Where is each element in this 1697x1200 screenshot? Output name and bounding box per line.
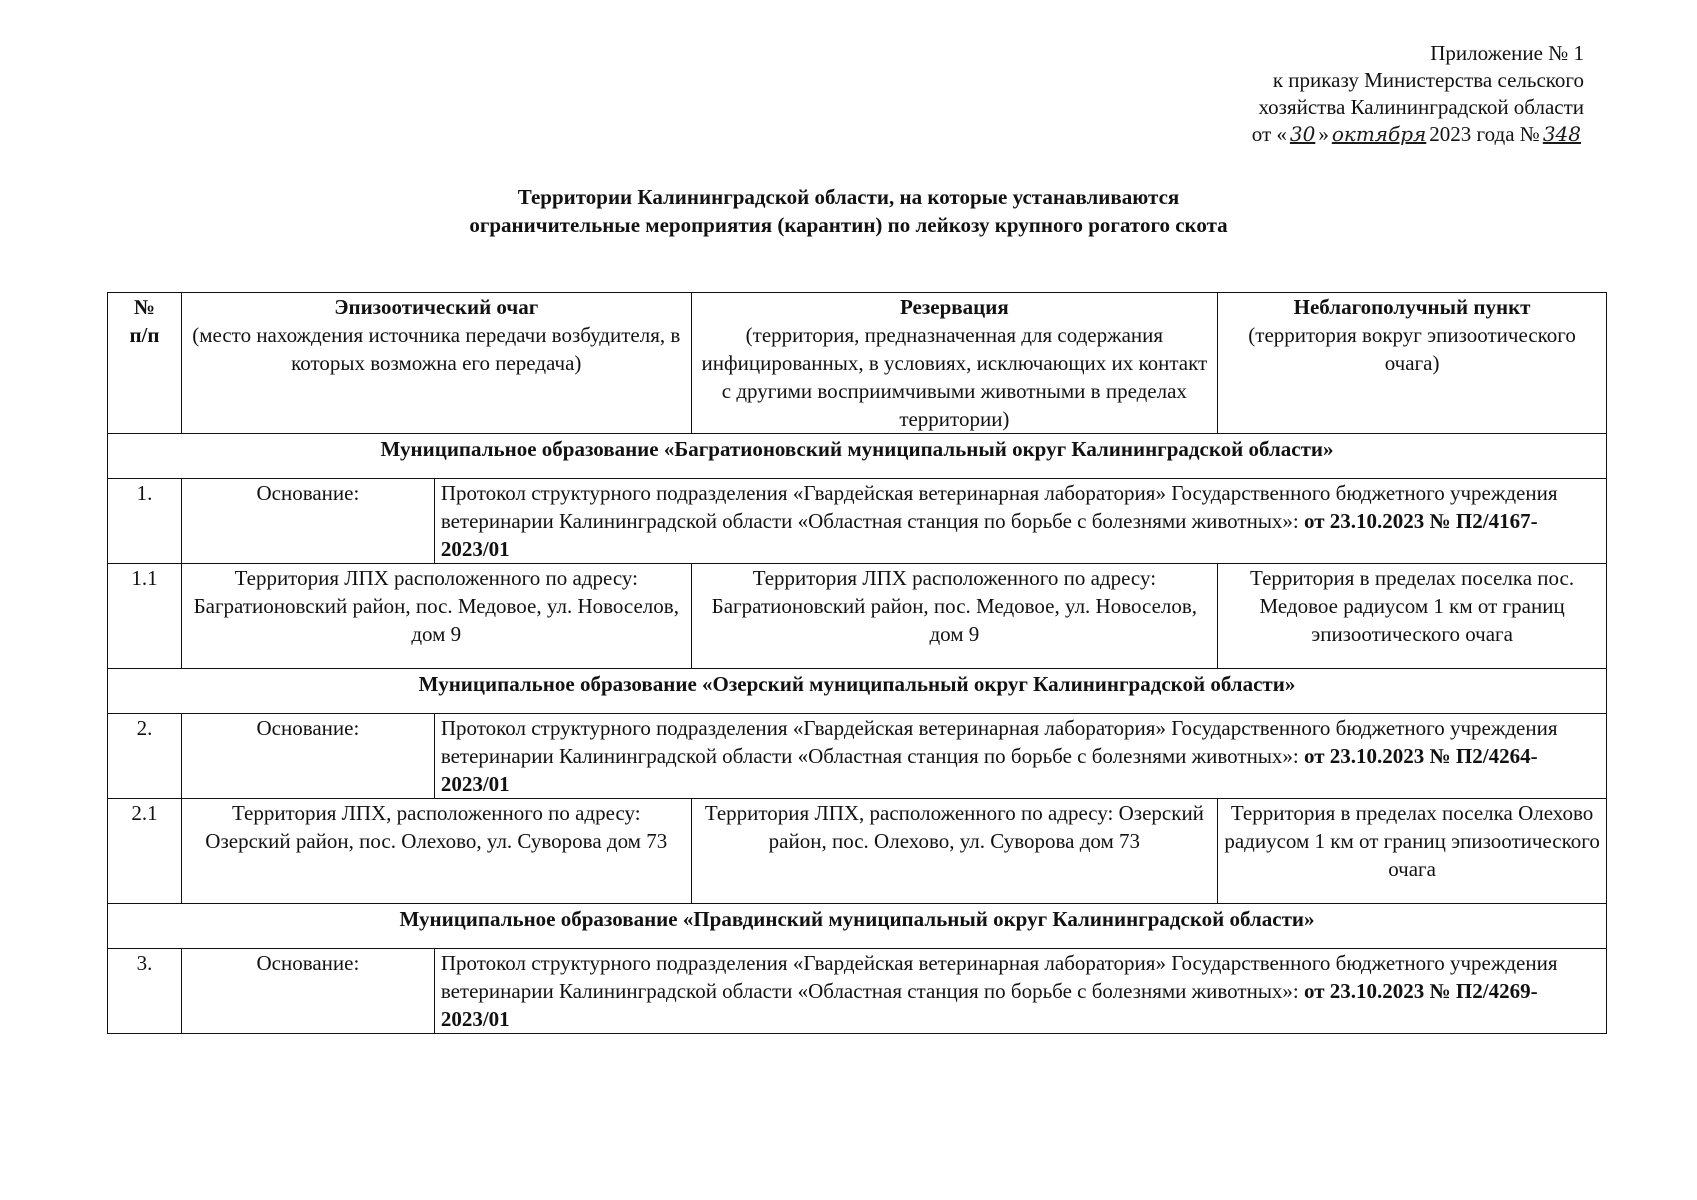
header-reservation-title: Резервация bbox=[900, 295, 1009, 319]
table-header-row bbox=[108, 293, 1607, 434]
protocol-text: Протокол структурного подразделения «Гвардейская ветеринарная лаборатория» Государственного бюджетного учреждения ветеринарии Калининградской области «Областная станция по борьбе с болезнями животных»: bbox=[440, 951, 1558, 1003]
header-focus bbox=[181, 293, 691, 434]
header-focus-desc: (место нахождения источника передачи возбудителя, в которых возможна его передача) bbox=[192, 323, 681, 375]
title-line-1: Территории Калининградской области, на которые устанавливаются bbox=[517, 185, 1180, 209]
protocol-row bbox=[108, 714, 1607, 799]
handwritten-month: октября bbox=[1331, 122, 1427, 146]
header-reservation bbox=[691, 293, 1218, 434]
annex-date-line bbox=[1252, 121, 1584, 148]
header-number-line-1: № bbox=[133, 295, 156, 319]
basis-label: Основание: bbox=[181, 479, 434, 564]
protocol-text: Протокол структурного подразделения «Гвардейская ветеринарная лаборатория» Государственного бюджетного учреждения ветеринарии Калининградской области «Областная станция по борьбе с болезнями животных»: bbox=[440, 716, 1558, 768]
municipality-title: Муниципальное образование «Правдинский муниципальный округ Калининградской области» bbox=[108, 904, 1607, 949]
header-reservation-desc: (территория, предназначенная для содержания инфицированных, в условиях, исключающих их контакт с другими восприимчивыми животными в пределах территории) bbox=[701, 323, 1208, 431]
title-line-2: ограничительные мероприятия (карантин) по лейкозу крупного рогатого скота bbox=[469, 213, 1228, 237]
unsafe-point-cell: Территория в пределах поселка пос. Медовое радиусом 1 км от границ эпизоотического очага bbox=[1218, 564, 1607, 669]
reservation-cell: Территория ЛПХ расположенного по адресу: Багратионовский район, пос. Медовое, ул. Новоселов, дом 9 bbox=[691, 564, 1218, 669]
focus-cell: Территория ЛПХ, расположенного по адресу: Озерский район, пос. Олехово, ул. Суворова дом 73 bbox=[181, 799, 691, 904]
sub-row-number: 1.1 bbox=[108, 564, 182, 669]
protocol-text: Протокол структурного подразделения «Гвардейская ветеринарная лаборатория» Государственного бюджетного учреждения ветеринарии Калининградской области «Областная станция по борьбе с болезнями животных»: bbox=[440, 481, 1558, 533]
header-focus-title: Эпизоотический очаг bbox=[334, 295, 539, 319]
protocol-cell bbox=[434, 714, 1606, 799]
protocol-ref: от 23.10.2023 № П2/4269-2023/01 bbox=[440, 979, 1538, 1031]
basis-label: Основание: bbox=[181, 714, 434, 799]
handwritten-day: 30 bbox=[1289, 122, 1316, 146]
document-title bbox=[0, 183, 1697, 239]
row-number: 2. bbox=[108, 714, 182, 799]
row-number: 3. bbox=[108, 949, 182, 1034]
basis-label: Основание: bbox=[181, 949, 434, 1034]
annex-line-1: Приложение № 1 bbox=[1430, 41, 1584, 65]
unsafe-point-cell: Территория в пределах поселка Олехово радиусом 1 км от границ эпизоотического очага bbox=[1218, 799, 1607, 904]
municipality-title: Муниципальное образование «Багратионовский муниципальный округ Калининградской области» bbox=[108, 434, 1607, 479]
municipality-row bbox=[108, 434, 1607, 479]
protocol-row bbox=[108, 479, 1607, 564]
municipality-row bbox=[108, 669, 1607, 714]
table-row bbox=[108, 799, 1607, 904]
quarantine-table bbox=[107, 292, 1607, 1034]
date-mid: » bbox=[1318, 122, 1329, 146]
header-unsafe-title: Неблагополучный пункт bbox=[1293, 295, 1531, 319]
date-prefix: от « bbox=[1251, 122, 1287, 146]
row-number: 1. bbox=[108, 479, 182, 564]
protocol-row bbox=[108, 949, 1607, 1034]
header-unsafe-point bbox=[1218, 293, 1607, 434]
annex-block bbox=[1252, 40, 1584, 148]
table-row bbox=[108, 564, 1607, 669]
municipality-title: Муниципальное образование «Озерский муниципальный округ Калининградской области» bbox=[108, 669, 1607, 714]
annex-line-3: хозяйства Калининградской области bbox=[1258, 95, 1584, 119]
protocol-cell bbox=[434, 479, 1606, 564]
protocol-ref: от 23.10.2023 № П2/4167-2023/01 bbox=[440, 509, 1538, 561]
annex-line-2: к приказу Министерства сельского bbox=[1272, 68, 1584, 92]
focus-cell: Территория ЛПХ расположенного по адресу: Багратионовский район, пос. Медовое, ул. Новоселов, дом 9 bbox=[181, 564, 691, 669]
handwritten-order-number: 348 bbox=[1542, 122, 1581, 146]
municipality-row bbox=[108, 904, 1607, 949]
reservation-cell: Территория ЛПХ, расположенного по адресу: Озерский район, пос. Олехово, ул. Суворова дом 73 bbox=[691, 799, 1218, 904]
sub-row-number: 2.1 bbox=[108, 799, 182, 904]
header-number-line-2: п/п bbox=[129, 323, 160, 347]
protocol-ref: от 23.10.2023 № П2/4264-2023/01 bbox=[440, 744, 1538, 796]
date-year: 2023 года № bbox=[1429, 122, 1540, 146]
protocol-cell bbox=[434, 949, 1606, 1034]
header-number bbox=[108, 293, 182, 434]
header-unsafe-desc: (территория вокруг эпизоотического очага) bbox=[1248, 323, 1576, 375]
